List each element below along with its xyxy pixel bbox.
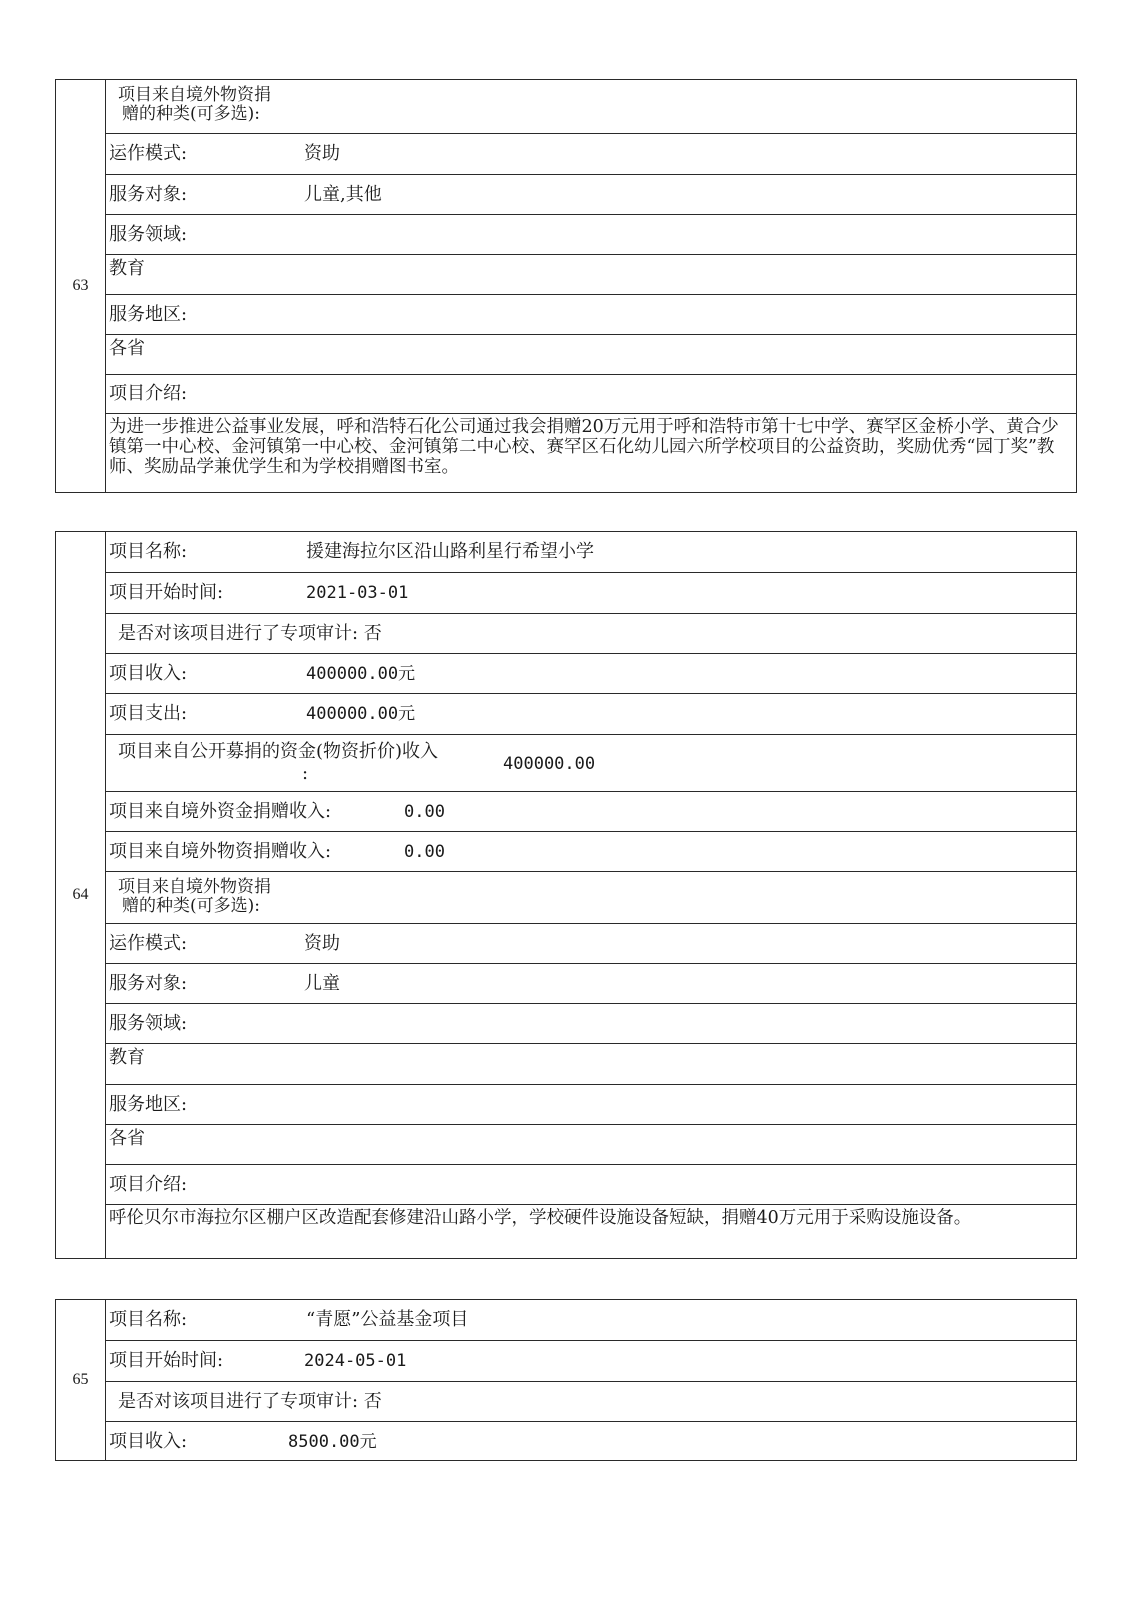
project-expense-row: [106, 693, 1076, 734]
service-field-label: 服务领域:: [109, 223, 188, 245]
foreign-goods-income-value: 0.00: [404, 841, 445, 862]
project-name-row: [106, 1300, 1076, 1340]
public-fund-income-row: [106, 734, 1076, 791]
foreign-goods-income-label: 项目来自境外物资捐赠收入:: [109, 840, 332, 862]
service-region-label: 服务地区:: [109, 303, 188, 325]
project-intro-text-row: [106, 413, 1076, 494]
service-region-row: [106, 294, 1076, 334]
project-intro-text-row: [106, 1204, 1076, 1260]
foreign-fund-income-value: 0.00: [404, 801, 445, 822]
service-region-value-row: [106, 334, 1076, 374]
project-income-label: 项目收入:: [109, 1431, 188, 1452]
foreign-goods-types-label-line2: 赠的种类(可多选):: [122, 896, 260, 916]
public-fund-income-label: 项目来自公开募捐的资金(物资折价)收入: [118, 741, 439, 762]
project-name-value: “青愿”公益基金项目: [306, 1309, 469, 1330]
special-audit-row: [106, 613, 1076, 653]
project-name-label: 项目名称:: [109, 541, 188, 562]
project-name-row: [106, 532, 1076, 572]
foreign-goods-types-row: [106, 80, 1076, 133]
public-fund-income-colon: :: [302, 763, 309, 784]
service-field-row: [106, 1003, 1076, 1043]
service-region-value-row: [106, 1124, 1076, 1164]
service-field-row: [106, 214, 1076, 254]
project-expense-value: 400000.00元: [306, 704, 416, 724]
project-number: 63: [56, 80, 106, 492]
foreign-fund-income-label: 项目来自境外资金捐赠收入:: [109, 800, 332, 822]
service-field-value: 教育: [109, 1047, 145, 1068]
operation-mode-value: 资助: [304, 932, 340, 954]
public-fund-income-value: 400000.00: [503, 754, 596, 774]
operation-mode-value: 资助: [304, 143, 340, 164]
project-income-row: [106, 653, 1076, 693]
project-intro-label: 项目介绍:: [109, 1173, 188, 1195]
operation-mode-row: [106, 923, 1076, 963]
project-intro-text: 呼伦贝尔市海拉尔区棚户区改造配套修建沿山路小学，学校硬件设施设备短缺，捐赠40万元用于采购设施设备。: [109, 1208, 972, 1228]
project-income-value: 400000.00元: [306, 663, 416, 684]
service-field-value: 教育: [109, 258, 145, 279]
service-field-value-row: [106, 1043, 1076, 1084]
project-income-row: [106, 1421, 1076, 1462]
foreign-goods-types-label-line2: 赠的种类(可多选):: [122, 104, 260, 124]
service-target-row: [106, 174, 1076, 214]
special-audit-text: 是否对该项目进行了专项审计: 否: [118, 1390, 382, 1412]
start-date-row: [106, 572, 1076, 613]
foreign-goods-types-label-line1: 项目来自境外物资捐: [118, 877, 271, 897]
special-audit-text: 是否对该项目进行了专项审计: 否: [118, 622, 382, 644]
project-name-value: 援建海拉尔区沿山路利星行希望小学: [306, 541, 594, 562]
project-intro-row: [106, 374, 1076, 413]
project-block-64: [55, 531, 1077, 1259]
project-block-63: [55, 79, 1077, 493]
foreign-goods-types-label-line1: 项目来自境外物资捐: [118, 85, 271, 105]
foreign-fund-income-row: [106, 791, 1076, 831]
project-intro-row: [106, 1164, 1076, 1204]
project-expense-label: 项目支出:: [109, 703, 188, 724]
service-field-value-row: [106, 254, 1076, 294]
service-target-value: 儿童: [304, 972, 340, 994]
project-number: 64: [56, 532, 106, 1258]
project-number: 65: [56, 1300, 106, 1460]
operation-mode-label: 运作模式:: [109, 932, 188, 954]
project-intro-label: 项目介绍:: [109, 383, 188, 404]
special-audit-row: [106, 1381, 1076, 1421]
service-target-label: 服务对象:: [109, 183, 188, 205]
project-name-label: 项目名称:: [109, 1309, 188, 1330]
service-region-row: [106, 1084, 1076, 1124]
service-target-value: 儿童,其他: [304, 183, 382, 205]
operation-mode-label: 运作模式:: [109, 143, 188, 164]
foreign-goods-income-row: [106, 831, 1076, 871]
start-date-label: 项目开始时间:: [109, 582, 224, 603]
service-target-row: [106, 963, 1076, 1003]
project-block-65: [55, 1299, 1077, 1461]
service-field-label: 服务领域:: [109, 1012, 188, 1034]
foreign-goods-types-row: [106, 871, 1076, 923]
service-region-value: 各省: [109, 1128, 145, 1149]
start-date-value: 2024-05-01: [304, 1351, 407, 1371]
project-intro-text: 为进一步推进公益事业发展，呼和浩特石化公司通过我会捐赠20万元用于呼和浩特市第十七中学、赛罕区金桥小学、黄合少镇第一中心校、金河镇第一中心校、金河镇第二中心校、赛罕区石化幼儿园六所学校项目的公益资助，奖励优秀“园丁奖”教师、奖励品学兼优学生和为学校捐赠图书室。: [109, 417, 1059, 477]
service-target-label: 服务对象:: [109, 972, 188, 994]
start-date-value: 2021-03-01: [306, 583, 409, 603]
project-income-value: 8500.00元: [288, 1432, 377, 1452]
service-region-value: 各省: [109, 338, 145, 359]
start-date-label: 项目开始时间:: [109, 1350, 224, 1371]
service-region-label: 服务地区:: [109, 1093, 188, 1115]
operation-mode-row: [106, 133, 1076, 174]
project-income-label: 项目收入:: [109, 662, 188, 684]
start-date-row: [106, 1340, 1076, 1381]
